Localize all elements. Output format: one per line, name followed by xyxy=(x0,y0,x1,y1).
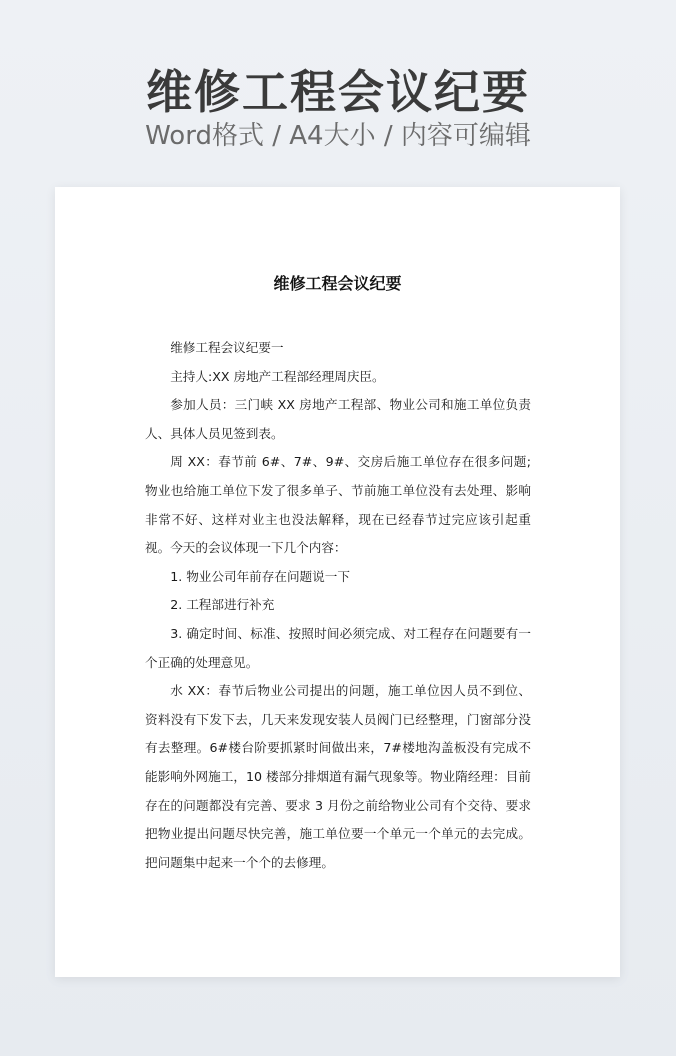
paragraph-shui: 水 XX：春节后物业公司提出的问题，施工单位因人员不到位、资料没有下发下去，几天来发现安装人员阀门已经整理，门窗部分没有去整理。6#楼台阶要抓紧时间做出来，7#楼地沟盖板没有完成不能影响外网施工，10 楼部分排烟道有漏气现象等。物业隋经理：目前存在的问题都没有完善、要求 3 月份之前给物业公司有个交待、要求把物业提出问题尽快完善，施工单位要一个单元一个单元的去完成。把问题集中起来一个个的去修理。 xyxy=(145,683,531,870)
paragraph-heading: 维修工程会议纪要一 xyxy=(170,340,284,355)
banner-subtitle: Word格式 / A4大小 / 内容可编辑 xyxy=(145,121,531,151)
document-page xyxy=(55,187,620,977)
banner-title: 维修工程会议纪要 xyxy=(146,65,530,119)
paragraph-item-2: 2. 工程部进行补充 xyxy=(170,597,275,613)
document-body xyxy=(145,334,531,877)
document-title: 维修工程会议纪要 xyxy=(273,274,402,293)
paragraph-zhou: 周 XX：春节前 6#、7#、9#、交房后施工单位存在很多问题;物业也给施工单位下发了很多单子、节前施工单位没有去处理、影响非常不好、这样对业主也没法解释，现在已经春节过完应该引起重视。今天的会议体现一下几个内容： xyxy=(145,454,531,556)
paragraph-host: 主持人:XX 房地产工程部经理周庆臣。 xyxy=(170,368,385,384)
paragraph-item-1: 1. 物业公司年前存在问题说一下 xyxy=(170,568,350,584)
paragraph-item-3: 3. 确定时间、标准、按照时间必须完成、对工程存在问题要有一个正确的处理意见。 xyxy=(145,625,531,670)
paragraph-attendees: 参加人员：三门峡 XX 房地产工程部、物业公司和施工单位负责人、具体人员见签到表。 xyxy=(145,397,531,441)
